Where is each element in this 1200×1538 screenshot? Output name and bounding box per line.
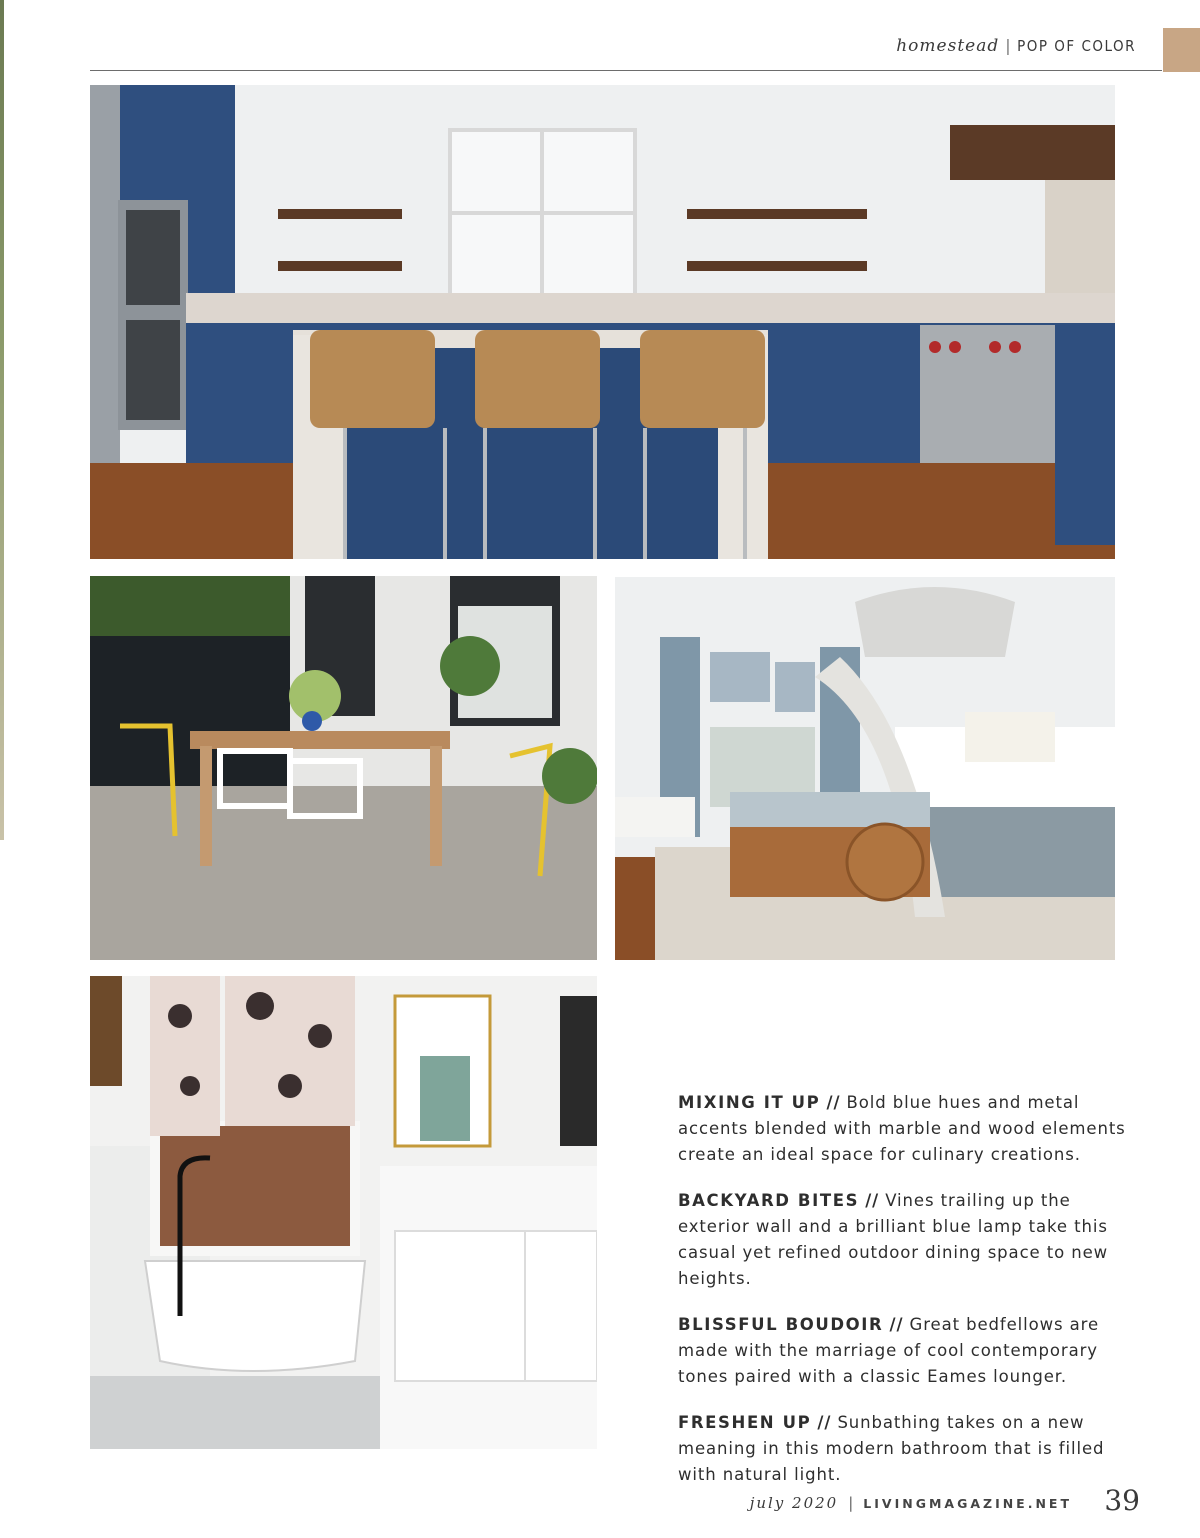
caption-mixing-it-up bbox=[678, 1090, 1128, 1168]
caption-freshen-up bbox=[678, 1410, 1128, 1488]
caption-blissful-boudoir bbox=[678, 1312, 1128, 1390]
page-footer bbox=[750, 1486, 1072, 1520]
website-link[interactable]: LIVINGMAGAZINE.NET bbox=[863, 1495, 1072, 1511]
running-header bbox=[896, 36, 1136, 56]
caption-text: Sunbathing takes on a new meaning in this modern bathroom that is filled with natural light. bbox=[678, 1413, 1105, 1484]
section-name: homestead bbox=[896, 36, 1000, 56]
page-number: 39 bbox=[1104, 1484, 1140, 1517]
issue-date: july 2020 bbox=[749, 1494, 839, 1512]
caption-label: FRESHEN UP bbox=[678, 1413, 812, 1432]
page-edge-strip bbox=[0, 0, 4, 840]
section-tab bbox=[1163, 28, 1200, 72]
footer-separator: | bbox=[848, 1494, 854, 1512]
kitchen-photo bbox=[90, 85, 1115, 559]
photo-captions bbox=[678, 1090, 1128, 1508]
article-title: POP OF COLOR bbox=[1017, 37, 1136, 55]
caption-text: Vines trailing up the exterior wall and a brilliant blue lamp take this casual yet refined outdoor dining space to new heights. bbox=[678, 1191, 1109, 1288]
caption-text: Great bedfellows are made with the marriage of cool contemporary tones paired with a classic Eames lounger. bbox=[678, 1315, 1100, 1386]
header-separator: | bbox=[1005, 36, 1012, 55]
caption-slashes: // bbox=[826, 1093, 841, 1112]
caption-text: Bold blue hues and metal accents blended with marble and wood elements create an ideal space for culinary creations. bbox=[678, 1093, 1126, 1164]
caption-slashes: // bbox=[889, 1315, 904, 1334]
caption-label: BLISSFUL BOUDOIR bbox=[678, 1315, 884, 1334]
bedroom-photo bbox=[615, 577, 1115, 960]
bathroom-photo bbox=[90, 976, 597, 1449]
caption-backyard-bites bbox=[678, 1188, 1128, 1292]
caption-label: BACKYARD BITES bbox=[678, 1191, 860, 1210]
caption-slashes: // bbox=[865, 1191, 880, 1210]
header-rule bbox=[90, 70, 1162, 71]
caption-slashes: // bbox=[817, 1413, 832, 1432]
caption-label: MIXING IT UP bbox=[678, 1093, 821, 1112]
patio-dining-photo bbox=[90, 576, 597, 960]
